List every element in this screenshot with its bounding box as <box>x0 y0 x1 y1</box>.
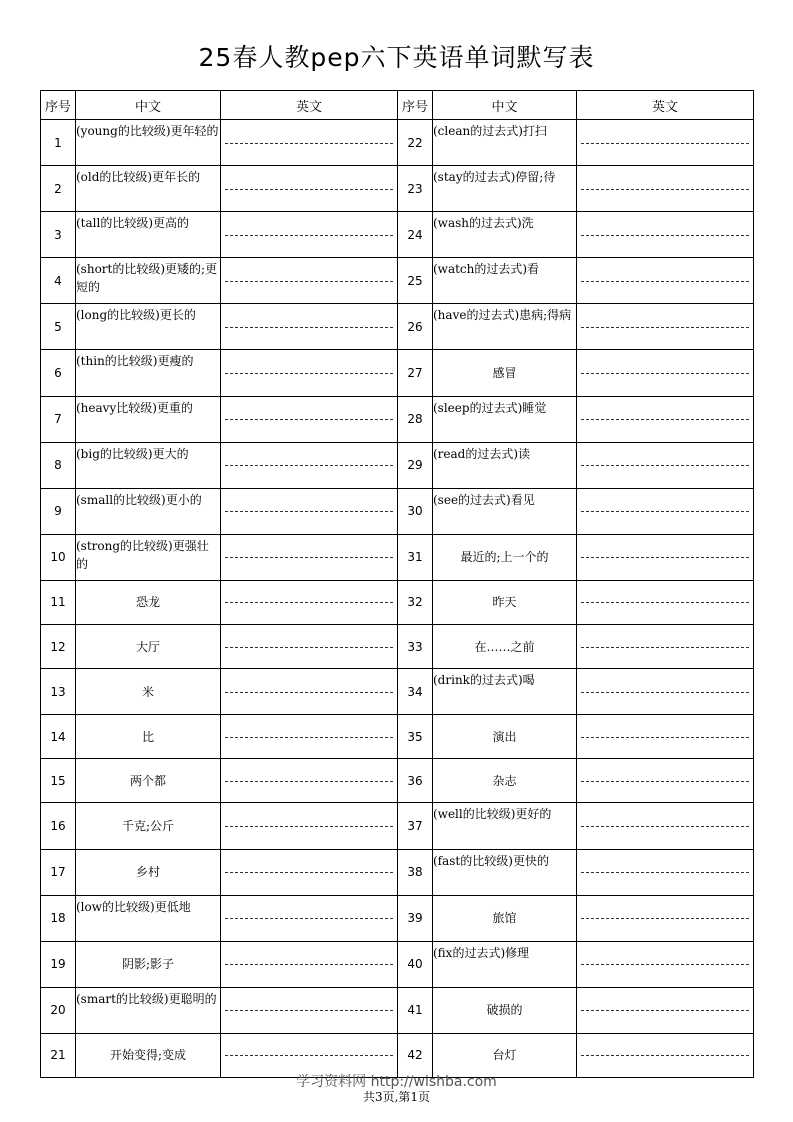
header-chinese: 中文 <box>76 91 221 120</box>
dashed-writing-line <box>581 964 749 965</box>
dashed-writing-line <box>581 281 749 282</box>
dashed-writing-line <box>225 143 393 144</box>
header-number: 序号 <box>41 91 76 120</box>
header-chinese: 中文 <box>433 91 577 120</box>
english-answer-blank[interactable] <box>577 304 754 350</box>
item-number: 4 <box>41 258 76 304</box>
english-answer-blank[interactable] <box>221 442 398 488</box>
chinese-meaning: (drink的过去式)喝 <box>433 669 577 715</box>
chinese-meaning: (watch的过去式)看 <box>433 258 577 304</box>
dashed-writing-line <box>225 281 393 282</box>
chinese-meaning: (read的过去式)读 <box>433 442 577 488</box>
item-number: 39 <box>398 895 433 941</box>
table-row <box>41 350 754 396</box>
item-number: 26 <box>398 304 433 350</box>
dashed-writing-line <box>225 373 393 374</box>
item-number: 41 <box>398 987 433 1033</box>
dashed-writing-line <box>225 826 393 827</box>
english-answer-blank[interactable] <box>221 580 398 624</box>
dashed-writing-line <box>225 235 393 236</box>
english-answer-blank[interactable] <box>221 669 398 715</box>
item-number: 1 <box>41 120 76 166</box>
dashed-writing-line <box>225 465 393 466</box>
chinese-meaning: (fast的比较级)更快的 <box>433 849 577 895</box>
dashed-writing-line <box>581 557 749 558</box>
table-row <box>41 120 754 166</box>
table-row <box>41 212 754 258</box>
dashed-writing-line <box>225 511 393 512</box>
header-number: 序号 <box>398 91 433 120</box>
item-number: 30 <box>398 488 433 534</box>
dashed-writing-line <box>581 918 749 919</box>
item-number: 35 <box>398 715 433 759</box>
dashed-writing-line <box>581 419 749 420</box>
item-number: 33 <box>398 625 433 669</box>
item-number: 31 <box>398 534 433 580</box>
english-answer-blank[interactable] <box>577 350 754 396</box>
chinese-meaning: 演出 <box>433 715 577 759</box>
dashed-writing-line <box>581 511 749 512</box>
chinese-meaning: 破损的 <box>433 987 577 1033</box>
chinese-meaning: 阴影;影子 <box>76 941 221 987</box>
item-number: 7 <box>41 396 76 442</box>
item-number: 16 <box>41 803 76 849</box>
item-number: 22 <box>398 120 433 166</box>
item-number: 17 <box>41 849 76 895</box>
english-answer-blank[interactable] <box>577 258 754 304</box>
english-answer-blank[interactable] <box>221 396 398 442</box>
table-row <box>41 803 754 849</box>
chinese-meaning: (smart的比较级)更聪明的 <box>76 987 221 1033</box>
chinese-meaning: 大厅 <box>76 625 221 669</box>
footer-site: 学习资料网 http://wishba.com <box>296 1074 497 1090</box>
english-answer-blank[interactable] <box>577 166 754 212</box>
chinese-meaning: (long的比较级)更长的 <box>76 304 221 350</box>
table-row <box>41 442 754 488</box>
chinese-meaning: 在……之前 <box>433 625 577 669</box>
item-number: 25 <box>398 258 433 304</box>
english-answer-blank[interactable] <box>577 580 754 624</box>
chinese-meaning: 台灯 <box>433 1033 577 1077</box>
english-answer-blank[interactable] <box>577 625 754 669</box>
item-number: 42 <box>398 1033 433 1077</box>
table-row <box>41 759 754 803</box>
english-answer-blank[interactable] <box>221 212 398 258</box>
item-number: 21 <box>41 1033 76 1077</box>
item-number: 29 <box>398 442 433 488</box>
chinese-meaning: (strong的比较级)更强壮的 <box>76 534 221 580</box>
dashed-writing-line <box>225 189 393 190</box>
english-answer-blank[interactable] <box>221 166 398 212</box>
english-answer-blank[interactable] <box>221 987 398 1033</box>
chinese-meaning: 两个都 <box>76 759 221 803</box>
chinese-meaning: 乡村 <box>76 849 221 895</box>
item-number: 37 <box>398 803 433 849</box>
chinese-meaning: (see的过去式)看见 <box>433 488 577 534</box>
item-number: 13 <box>41 669 76 715</box>
chinese-meaning: 杂志 <box>433 759 577 803</box>
english-answer-blank[interactable] <box>577 759 754 803</box>
vocabulary-table <box>40 90 754 1078</box>
dashed-writing-line <box>225 964 393 965</box>
table-row <box>41 580 754 624</box>
english-answer-blank[interactable] <box>577 396 754 442</box>
item-number: 5 <box>41 304 76 350</box>
item-number: 14 <box>41 715 76 759</box>
item-number: 27 <box>398 350 433 396</box>
dashed-writing-line <box>225 692 393 693</box>
dashed-writing-line <box>581 327 749 328</box>
english-answer-blank[interactable] <box>221 304 398 350</box>
chinese-meaning: (low的比较级)更低地 <box>76 895 221 941</box>
item-number: 32 <box>398 580 433 624</box>
table-header-row <box>41 91 754 120</box>
chinese-meaning: 开始变得;变成 <box>76 1033 221 1077</box>
english-answer-blank[interactable] <box>577 442 754 488</box>
dashed-writing-line <box>225 781 393 782</box>
english-answer-blank[interactable] <box>221 534 398 580</box>
item-number: 34 <box>398 669 433 715</box>
dashed-writing-line <box>581 1055 749 1056</box>
chinese-meaning: 旅馆 <box>433 895 577 941</box>
chinese-meaning: (well的比较级)更好的 <box>433 803 577 849</box>
item-number: 23 <box>398 166 433 212</box>
table-row <box>41 166 754 212</box>
dashed-writing-line <box>581 143 749 144</box>
chinese-meaning: 昨天 <box>433 580 577 624</box>
table-row <box>41 849 754 895</box>
dashed-writing-line <box>581 373 749 374</box>
dashed-writing-line <box>581 826 749 827</box>
chinese-meaning: (fix的过去式)修理 <box>433 941 577 987</box>
english-answer-blank[interactable] <box>221 625 398 669</box>
dashed-writing-line <box>225 419 393 420</box>
dashed-writing-line <box>581 737 749 738</box>
table-row <box>41 304 754 350</box>
table-row <box>41 715 754 759</box>
item-number: 40 <box>398 941 433 987</box>
chinese-meaning: (small的比较级)更小的 <box>76 488 221 534</box>
english-answer-blank[interactable] <box>221 715 398 759</box>
footer-page-number: 共3页,第1页 <box>362 1090 431 1104</box>
chinese-meaning: (tall的比较级)更高的 <box>76 212 221 258</box>
english-answer-blank[interactable] <box>221 849 398 895</box>
chinese-meaning: 恐龙 <box>76 580 221 624</box>
chinese-meaning: (big的比较级)更大的 <box>76 442 221 488</box>
english-answer-blank[interactable] <box>221 120 398 166</box>
dashed-writing-line <box>225 1010 393 1011</box>
table-row <box>41 669 754 715</box>
dashed-writing-line <box>581 781 749 782</box>
item-number: 9 <box>41 488 76 534</box>
item-number: 8 <box>41 442 76 488</box>
english-answer-blank[interactable] <box>577 849 754 895</box>
chinese-meaning: (stay的过去式)停留;待 <box>433 166 577 212</box>
item-number: 6 <box>41 350 76 396</box>
english-answer-blank[interactable] <box>221 803 398 849</box>
item-number: 18 <box>41 895 76 941</box>
header-english: 英文 <box>577 91 754 120</box>
chinese-meaning: (short的比较级)更矮的;更短的 <box>76 258 221 304</box>
table-row <box>41 534 754 580</box>
english-answer-blank[interactable] <box>577 488 754 534</box>
item-number: 10 <box>41 534 76 580</box>
chinese-meaning: (sleep的过去式)睡觉 <box>433 396 577 442</box>
item-number: 36 <box>398 759 433 803</box>
dashed-writing-line <box>581 647 749 648</box>
page-title: 25春人教pep六下英语单词默写表 <box>198 43 595 72</box>
chinese-meaning: (wash的过去式)洗 <box>433 212 577 258</box>
chinese-meaning: 感冒 <box>433 350 577 396</box>
chinese-meaning: (heavy比较级)更重的 <box>76 396 221 442</box>
english-answer-blank[interactable] <box>577 941 754 987</box>
item-number: 11 <box>41 580 76 624</box>
english-answer-blank[interactable] <box>577 895 754 941</box>
english-answer-blank[interactable] <box>577 669 754 715</box>
english-answer-blank[interactable] <box>577 987 754 1033</box>
item-number: 24 <box>398 212 433 258</box>
item-number: 2 <box>41 166 76 212</box>
table-row <box>41 987 754 1033</box>
dashed-writing-line <box>225 557 393 558</box>
chinese-meaning: (have的过去式)患病;得病 <box>433 304 577 350</box>
item-number: 28 <box>398 396 433 442</box>
english-answer-blank[interactable] <box>221 941 398 987</box>
table-row <box>41 488 754 534</box>
dashed-writing-line <box>225 1055 393 1056</box>
item-number: 19 <box>41 941 76 987</box>
header-english: 英文 <box>221 91 398 120</box>
dashed-writing-line <box>581 1010 749 1011</box>
chinese-meaning: (young的比较级)更年轻的 <box>76 120 221 166</box>
dashed-writing-line <box>581 692 749 693</box>
dashed-writing-line <box>225 647 393 648</box>
dashed-writing-line <box>225 602 393 603</box>
dashed-writing-line <box>581 602 749 603</box>
dashed-writing-line <box>581 465 749 466</box>
dashed-writing-line <box>225 327 393 328</box>
chinese-meaning: 米 <box>76 669 221 715</box>
chinese-meaning: 最近的;上一个的 <box>433 534 577 580</box>
english-answer-blank[interactable] <box>221 258 398 304</box>
english-answer-blank[interactable] <box>577 715 754 759</box>
english-answer-blank[interactable] <box>577 534 754 580</box>
english-answer-blank[interactable] <box>221 895 398 941</box>
chinese-meaning: (old的比较级)更年长的 <box>76 166 221 212</box>
item-number: 3 <box>41 212 76 258</box>
dashed-writing-line <box>581 189 749 190</box>
item-number: 12 <box>41 625 76 669</box>
item-number: 15 <box>41 759 76 803</box>
chinese-meaning: 比 <box>76 715 221 759</box>
table-body <box>41 120 754 1078</box>
dashed-writing-line <box>225 872 393 873</box>
table-row <box>41 895 754 941</box>
dashed-writing-line <box>581 872 749 873</box>
english-answer-blank[interactable] <box>577 803 754 849</box>
chinese-meaning: (clean的过去式)打扫 <box>433 120 577 166</box>
item-number: 20 <box>41 987 76 1033</box>
english-answer-blank[interactable] <box>221 350 398 396</box>
english-answer-blank[interactable] <box>577 120 754 166</box>
english-answer-blank[interactable] <box>221 759 398 803</box>
item-number: 38 <box>398 849 433 895</box>
table-row <box>41 258 754 304</box>
table-row <box>41 625 754 669</box>
english-answer-blank[interactable] <box>221 488 398 534</box>
table-row <box>41 396 754 442</box>
dashed-writing-line <box>225 737 393 738</box>
chinese-meaning: 千克;公斤 <box>76 803 221 849</box>
dashed-writing-line <box>225 918 393 919</box>
chinese-meaning: (thin的比较级)更瘦的 <box>76 350 221 396</box>
table-row <box>41 941 754 987</box>
english-answer-blank[interactable] <box>577 212 754 258</box>
dashed-writing-line <box>581 235 749 236</box>
